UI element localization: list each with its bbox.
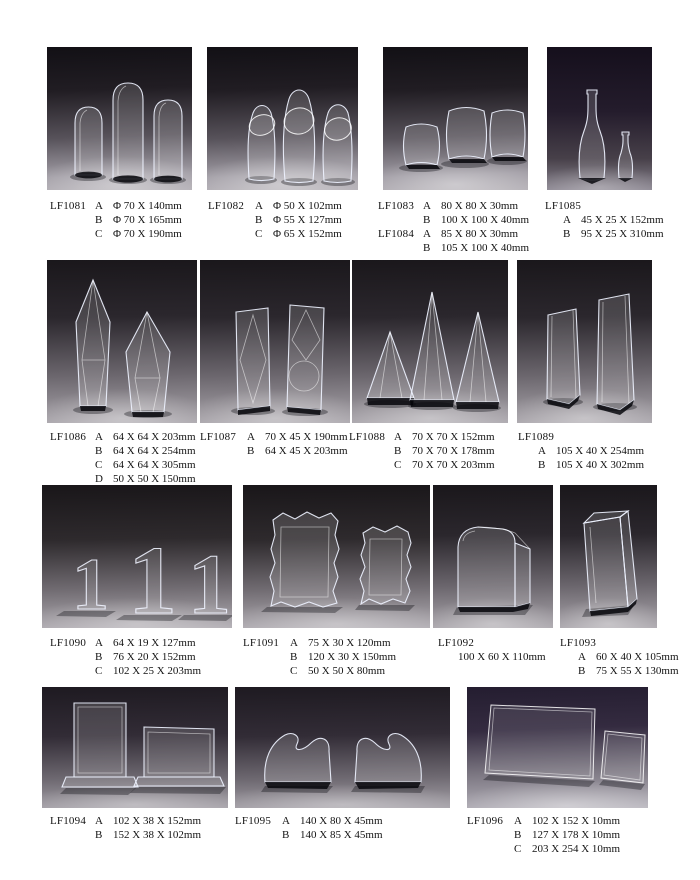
spec-line: C Φ 70 X 190mm	[95, 228, 182, 240]
spec-list	[563, 213, 664, 241]
product-photo-lf1085	[547, 47, 652, 190]
spec-line: A Φ 50 X 102mm	[255, 200, 342, 212]
product-code: LF1088	[349, 431, 386, 443]
crystal-flat-sheets-illustration	[467, 687, 648, 808]
spec-line: B 64 X 64 X 254mm	[95, 445, 196, 457]
product-photo-lf1090	[42, 485, 232, 628]
spec-line: B Φ 70 X 165mm	[95, 214, 182, 226]
spec-line: A 75 X 30 X 120mm	[290, 637, 391, 649]
product-photo-lf1089	[517, 260, 652, 423]
spec-line: B 75 X 55 X 130mm	[578, 665, 679, 677]
product-code: LF1093	[560, 637, 597, 649]
spec-line: D 50 X 50 X 150mm	[95, 473, 196, 485]
product-code: LF1094	[50, 815, 87, 827]
product-photo-lf1095	[235, 687, 450, 808]
product-code: LF1089	[518, 431, 555, 443]
svg-text:1: 1	[72, 544, 109, 626]
product-code: LF1083	[378, 200, 415, 212]
spec-line: A 102 X 152 X 10mm	[514, 815, 620, 827]
product-photo-lf1083-lf1084	[383, 47, 528, 190]
spec-line: A 64 X 19 X 127mm	[95, 637, 196, 649]
spec-list	[394, 430, 495, 472]
spec-line: C 50 X 50 X 80mm	[290, 665, 385, 677]
spec-line: A 85 X 80 X 30mm	[423, 228, 518, 240]
spec-line: B 76 X 20 X 152mm	[95, 651, 196, 663]
product-code: LF1090	[50, 637, 87, 649]
spec-list	[578, 650, 679, 678]
product-code: LF1092	[438, 637, 475, 649]
spec-line: A 102 X 38 X 152mm	[95, 815, 201, 827]
spec-line: B 140 X 85 X 45mm	[282, 829, 383, 841]
spec-line: B 105 X 40 X 302mm	[538, 459, 644, 471]
product-code: LF1085	[545, 200, 582, 212]
crystal-diamond-towers-illustration	[200, 260, 350, 423]
spec-line: C 64 X 64 X 305mm	[95, 459, 196, 471]
spec-list	[282, 814, 383, 842]
spec-line: C 102 X 25 X 203mm	[95, 665, 201, 677]
product-photo-lf1096	[467, 687, 648, 808]
product-photo-lf1092	[433, 485, 553, 628]
spec-line: B 95 X 25 X 310mm	[563, 228, 664, 240]
spec-list	[255, 199, 342, 241]
spec-line: A 80 X 80 X 30mm	[423, 200, 518, 212]
product-photo-lf1091	[243, 485, 430, 628]
spec-line: A 105 X 40 X 254mm	[538, 445, 644, 457]
spec-list	[290, 636, 396, 678]
product-photo-lf1086	[47, 260, 197, 423]
spec-list	[95, 199, 182, 241]
product-code: LF1095	[235, 815, 272, 827]
spec-line: A 140 X 80 X 45mm	[282, 815, 383, 827]
product-code: LF1082	[208, 200, 245, 212]
spec-line: B 64 X 45 X 203mm	[247, 445, 348, 457]
spec-list	[423, 199, 529, 227]
product-photo-lf1093	[560, 485, 657, 628]
crystal-slant-cylinders-illustration	[207, 47, 358, 190]
spec-line: C Φ 65 X 152mm	[255, 228, 342, 240]
spec-list	[247, 430, 348, 458]
crystal-faceted-towers-illustration	[47, 260, 197, 423]
spec-line: B 120 X 30 X 150mm	[290, 651, 396, 663]
crystal-arch-block-illustration	[433, 485, 553, 628]
crystal-pyramids-illustration	[352, 260, 508, 423]
spec-line: A 60 X 40 X 105mm	[578, 651, 679, 663]
product-code: LF1096	[467, 815, 504, 827]
product-photo-lf1088	[352, 260, 508, 423]
spec-line: A 70 X 70 X 152mm	[394, 431, 495, 443]
spec-list	[514, 814, 620, 856]
spec-line: 100 X 60 X 110mm	[458, 651, 546, 663]
svg-text:1: 1	[188, 536, 231, 628]
product-code: LF1084	[378, 228, 415, 240]
spec-list	[95, 814, 201, 842]
crystal-tapered-slabs-illustration	[517, 260, 652, 423]
crystal-ice-edge-plaques-illustration	[243, 485, 430, 628]
product-photo-lf1082	[207, 47, 358, 190]
spec-line: A Φ 70 X 140mm	[95, 200, 182, 212]
spec-list	[423, 227, 529, 255]
spec-line: C 70 X 70 X 203mm	[394, 459, 495, 471]
crystal-tall-block-illustration	[560, 485, 657, 628]
spec-list	[95, 430, 196, 486]
spec-line: A 64 X 64 X 203mm	[95, 431, 196, 443]
product-code: LF1081	[50, 200, 87, 212]
spec-line: C 203 X 254 X 10mm	[514, 843, 620, 855]
crystal-bottles-illustration	[547, 47, 652, 190]
crystal-bevel-plaques-illustration	[42, 687, 228, 808]
spec-line: B 105 X 100 X 40mm	[423, 242, 529, 254]
spec-line: A 70 X 45 X 190mm	[247, 431, 348, 443]
crystal-curved-blocks-illustration	[383, 47, 528, 190]
product-code: LF1086	[50, 431, 87, 443]
spec-list	[538, 444, 644, 472]
spec-line: B 152 X 38 X 102mm	[95, 829, 201, 841]
crystal-freeform-shapes-illustration	[235, 687, 450, 808]
spec-line: B 70 X 70 X 178mm	[394, 445, 495, 457]
svg-text:1: 1	[128, 527, 177, 628]
spec-list	[458, 650, 546, 664]
product-photo-lf1094	[42, 687, 228, 808]
crystal-bullet-cylinders-illustration	[47, 47, 192, 190]
product-code: LF1091	[243, 637, 280, 649]
spec-line: A 45 X 25 X 152mm	[563, 214, 664, 226]
product-photo-lf1087	[200, 260, 350, 423]
product-code: LF1087	[200, 431, 237, 443]
spec-list	[95, 636, 201, 678]
spec-line: B 127 X 178 X 10mm	[514, 829, 620, 841]
product-photo-lf1081	[47, 47, 192, 190]
crystal-number-one-shapes-illustration	[42, 485, 232, 628]
spec-line: B Φ 55 X 127mm	[255, 214, 342, 226]
spec-line: B 100 X 100 X 40mm	[423, 214, 529, 226]
